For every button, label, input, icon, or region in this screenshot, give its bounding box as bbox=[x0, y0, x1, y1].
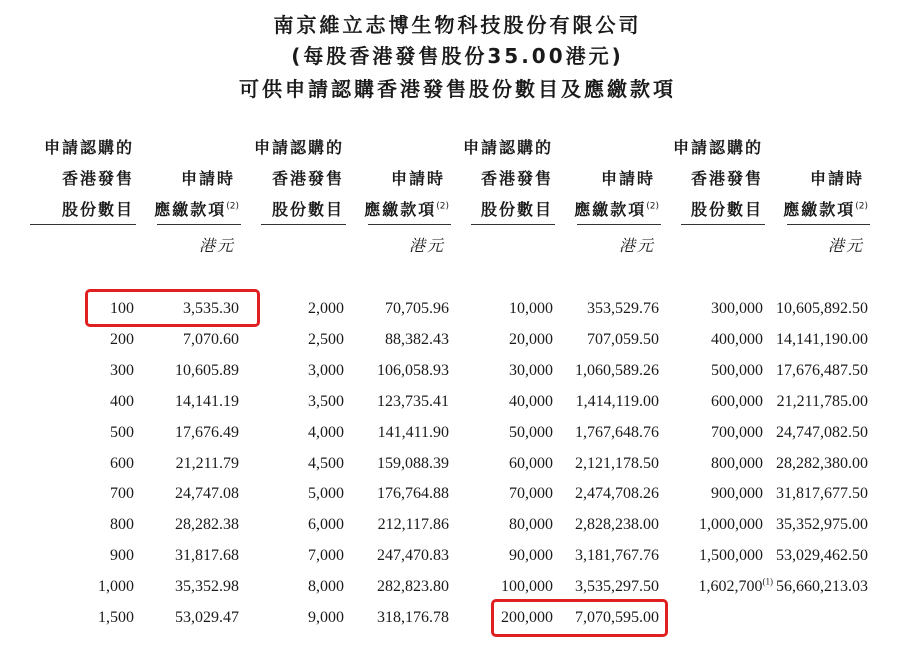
shares-cell bbox=[711, 361, 763, 381]
shares-value: 300,000 bbox=[711, 300, 763, 317]
amount-cell: 141,411.90 bbox=[377, 423, 449, 441]
shares-value: 9,000 bbox=[308, 609, 344, 626]
shares-value: 3,000 bbox=[308, 361, 344, 379]
amount-cell: 31,817.68 bbox=[175, 547, 239, 565]
shares-header-line1: 申請認購的 bbox=[253, 138, 344, 157]
shares-cell bbox=[509, 454, 553, 474]
amount-cell: 24,747.08 bbox=[175, 485, 239, 503]
amount-cell: 21,211.79 bbox=[175, 454, 239, 472]
amount-header-text: 應繳款項 bbox=[154, 200, 227, 219]
amount-cell: 24,747,082.50 bbox=[776, 423, 868, 441]
footnote-marker: (1) bbox=[762, 576, 773, 587]
amount-cell: 14,141,190.00 bbox=[776, 330, 868, 348]
shares-header-line2: 香港發售 bbox=[61, 169, 134, 188]
amount-cell: 31,817,677.50 bbox=[776, 485, 868, 503]
shares-value: 700,000 bbox=[711, 423, 763, 441]
header-rule bbox=[577, 224, 661, 225]
shares-value: 8,000 bbox=[308, 578, 344, 596]
shares-cell bbox=[110, 423, 134, 443]
shares-value: 5,000 bbox=[308, 485, 344, 503]
shares-value: 60,000 bbox=[509, 454, 553, 472]
shares-cell bbox=[308, 423, 344, 443]
amount-cell: 7,070.60 bbox=[183, 330, 239, 348]
amount-header-line1: 申請時 bbox=[390, 169, 445, 188]
footnote-marker: (2) bbox=[646, 201, 659, 212]
shares-value: 1,500,000 bbox=[699, 547, 763, 565]
amount-header-line2 bbox=[574, 200, 659, 220]
shares-value: 2,500 bbox=[308, 330, 344, 348]
shares-value: 300 bbox=[110, 361, 134, 379]
shares-cell bbox=[509, 361, 553, 381]
amount-header-text: 應繳款項 bbox=[364, 200, 437, 219]
amount-cell: 282,823.80 bbox=[377, 578, 449, 596]
amount-cell: 123,735.41 bbox=[377, 392, 449, 410]
amount-header-line2 bbox=[783, 200, 868, 220]
amount-cell: 28,282.38 bbox=[175, 516, 239, 534]
shares-value: 800 bbox=[110, 516, 134, 534]
shares-value: 700 bbox=[110, 485, 134, 503]
shares-cell bbox=[308, 577, 344, 597]
shares-cell bbox=[110, 484, 134, 504]
shares-cell bbox=[509, 484, 553, 504]
amount-cell: 212,117.86 bbox=[377, 516, 449, 534]
amount-cell: 159,088.39 bbox=[377, 454, 449, 472]
shares-cell bbox=[98, 608, 134, 628]
shares-cell bbox=[308, 608, 344, 628]
shares-value: 1,000,000 bbox=[699, 516, 763, 534]
amount-cell: 28,282,380.00 bbox=[776, 454, 868, 472]
amount-cell: 2,121,178.50 bbox=[575, 454, 659, 472]
header-rule bbox=[787, 224, 870, 225]
shares-cell bbox=[711, 392, 763, 412]
shares-header-line3: 股份數目 bbox=[480, 200, 553, 219]
shares-value: 4,000 bbox=[308, 423, 344, 441]
amount-cell: 53,029,462.50 bbox=[776, 547, 868, 565]
footnote-marker: (2) bbox=[226, 201, 239, 212]
amount-cell: 35,352,975.00 bbox=[776, 516, 868, 534]
shares-value: 500,000 bbox=[711, 361, 763, 379]
amount-cell: 3,181,767.76 bbox=[575, 547, 659, 565]
shares-header-line1: 申請認購的 bbox=[672, 138, 763, 157]
footnote-marker: (2) bbox=[855, 201, 868, 212]
shares-cell bbox=[98, 577, 134, 597]
table-title: 可供申請認購香港發售股份數目及應繳款項 bbox=[239, 77, 676, 101]
shares-value: 1,500 bbox=[98, 609, 134, 626]
amount-header-line2 bbox=[364, 200, 449, 220]
shares-value: 900,000 bbox=[711, 485, 763, 503]
shares-cell bbox=[308, 299, 344, 319]
currency-unit: 港元 bbox=[827, 236, 864, 255]
shares-cell bbox=[501, 577, 553, 597]
amount-cell: 1,767,648.76 bbox=[575, 423, 659, 441]
shares-value: 2,000 bbox=[308, 300, 344, 317]
header-rule bbox=[368, 224, 451, 225]
shares-cell bbox=[699, 577, 774, 597]
shares-value: 200,000 bbox=[501, 609, 553, 626]
amount-header-line2 bbox=[154, 200, 239, 220]
amount-cell: 3,535,297.50 bbox=[575, 578, 659, 596]
highlight-box-first-row bbox=[85, 289, 260, 327]
shares-value: 600 bbox=[110, 454, 134, 472]
shares-cell bbox=[699, 546, 763, 566]
shares-value: 400 bbox=[110, 392, 134, 410]
shares-value: 4,500 bbox=[308, 454, 344, 472]
shares-value: 1,602,700 bbox=[698, 578, 763, 596]
amount-header-line1: 申請時 bbox=[809, 169, 864, 188]
amount-header-line1: 申請時 bbox=[180, 169, 235, 188]
shares-value: 200 bbox=[110, 330, 134, 348]
shares-cell bbox=[711, 454, 763, 474]
shares-cell bbox=[711, 299, 763, 319]
shares-value: 80,000 bbox=[509, 516, 553, 534]
highlight-box-200000 bbox=[491, 599, 668, 637]
amount-cell: 176,764.88 bbox=[377, 485, 449, 503]
shares-header-line2: 香港發售 bbox=[480, 169, 553, 188]
amount-cell: 14,141.19 bbox=[175, 392, 239, 410]
shares-cell bbox=[509, 515, 553, 535]
amount-cell: 318,176.78 bbox=[377, 609, 449, 626]
header-rule bbox=[30, 224, 136, 225]
footnote-marker: (2) bbox=[436, 201, 449, 212]
amount-cell: 353,529.76 bbox=[587, 300, 659, 317]
shares-header-line3: 股份數目 bbox=[690, 200, 763, 219]
amount-cell: 7,070,595.00 bbox=[575, 609, 659, 626]
shares-header-line3: 股份數目 bbox=[271, 200, 344, 219]
shares-cell bbox=[711, 330, 763, 350]
shares-cell bbox=[699, 515, 763, 535]
shares-cell bbox=[110, 546, 134, 566]
shares-value: 3,500 bbox=[308, 392, 344, 410]
shares-cell bbox=[509, 392, 553, 412]
shares-header-line3: 股份數目 bbox=[61, 200, 134, 219]
offer-price-line: (每股香港發售股份35.00港元) bbox=[291, 44, 624, 68]
header-rule bbox=[681, 224, 765, 225]
shares-cell bbox=[110, 330, 134, 350]
shares-cell bbox=[110, 361, 134, 381]
shares-cell bbox=[308, 515, 344, 535]
header-rule bbox=[261, 224, 346, 225]
currency-unit: 港元 bbox=[198, 236, 235, 255]
shares-cell bbox=[308, 330, 344, 350]
amount-cell: 1,414,119.00 bbox=[575, 392, 659, 410]
shares-value: 7,000 bbox=[308, 547, 344, 565]
shares-value: 500 bbox=[110, 423, 134, 441]
shares-cell bbox=[110, 515, 134, 535]
currency-unit: 港元 bbox=[618, 236, 655, 255]
shares-value: 6,000 bbox=[308, 516, 344, 534]
shares-value: 90,000 bbox=[509, 547, 553, 565]
shares-value: 900 bbox=[110, 547, 134, 565]
shares-header-line1: 申請認購的 bbox=[43, 138, 134, 157]
shares-cell bbox=[308, 454, 344, 474]
currency-unit: 港元 bbox=[408, 236, 445, 255]
amount-header-line1: 申請時 bbox=[600, 169, 655, 188]
amount-cell: 247,470.83 bbox=[377, 547, 449, 565]
shares-cell bbox=[308, 484, 344, 504]
amount-cell: 10,605,892.50 bbox=[776, 300, 868, 317]
amount-cell: 88,382.43 bbox=[385, 330, 449, 348]
shares-cell bbox=[308, 361, 344, 381]
shares-value: 10,000 bbox=[509, 300, 553, 317]
amount-cell: 35,352.98 bbox=[175, 578, 239, 596]
amount-header-text: 應繳款項 bbox=[574, 200, 647, 219]
shares-cell bbox=[711, 484, 763, 504]
amount-cell: 53,029.47 bbox=[175, 609, 239, 626]
shares-cell bbox=[509, 299, 553, 319]
header-rule bbox=[471, 224, 555, 225]
shares-value: 100,000 bbox=[501, 578, 553, 596]
shares-cell bbox=[110, 392, 134, 412]
company-name: 南京維立志博生物科技股份有限公司 bbox=[273, 13, 642, 37]
shares-value: 20,000 bbox=[509, 330, 553, 348]
amount-cell: 17,676.49 bbox=[175, 423, 239, 441]
amount-header-text: 應繳款項 bbox=[783, 200, 856, 219]
shares-cell bbox=[110, 454, 134, 474]
amount-cell: 3,535.30 bbox=[183, 300, 239, 317]
shares-value: 800,000 bbox=[711, 454, 763, 472]
amount-cell: 56,660,213.03 bbox=[776, 578, 868, 596]
header-rule bbox=[157, 224, 241, 225]
amount-cell: 106,058.93 bbox=[377, 361, 449, 379]
shares-value: 400,000 bbox=[711, 330, 763, 348]
amount-cell: 70,705.96 bbox=[385, 300, 449, 317]
shares-value: 30,000 bbox=[509, 361, 553, 379]
amount-cell: 2,474,708.26 bbox=[575, 485, 659, 503]
shares-header-line2: 香港發售 bbox=[690, 169, 763, 188]
shares-value: 600,000 bbox=[711, 392, 763, 410]
shares-cell bbox=[711, 423, 763, 443]
shares-value: 40,000 bbox=[509, 392, 553, 410]
shares-cell bbox=[509, 330, 553, 350]
amount-cell: 10,605.89 bbox=[175, 361, 239, 379]
amount-cell: 17,676,487.50 bbox=[776, 361, 868, 379]
amount-cell: 21,211,785.00 bbox=[776, 392, 868, 410]
shares-cell bbox=[509, 546, 553, 566]
shares-cell bbox=[509, 423, 553, 443]
amount-cell: 1,060,589.26 bbox=[575, 361, 659, 379]
shares-value: 70,000 bbox=[509, 485, 553, 503]
shares-value: 100 bbox=[110, 300, 134, 317]
shares-value: 1,000 bbox=[98, 578, 134, 596]
amount-cell: 707,059.50 bbox=[587, 330, 659, 348]
amount-cell: 2,828,238.00 bbox=[575, 516, 659, 534]
shares-header-line1: 申請認購的 bbox=[462, 138, 553, 157]
shares-cell bbox=[308, 546, 344, 566]
shares-value: 50,000 bbox=[509, 423, 553, 441]
shares-cell bbox=[308, 392, 344, 412]
shares-header-line2: 香港發售 bbox=[271, 169, 344, 188]
